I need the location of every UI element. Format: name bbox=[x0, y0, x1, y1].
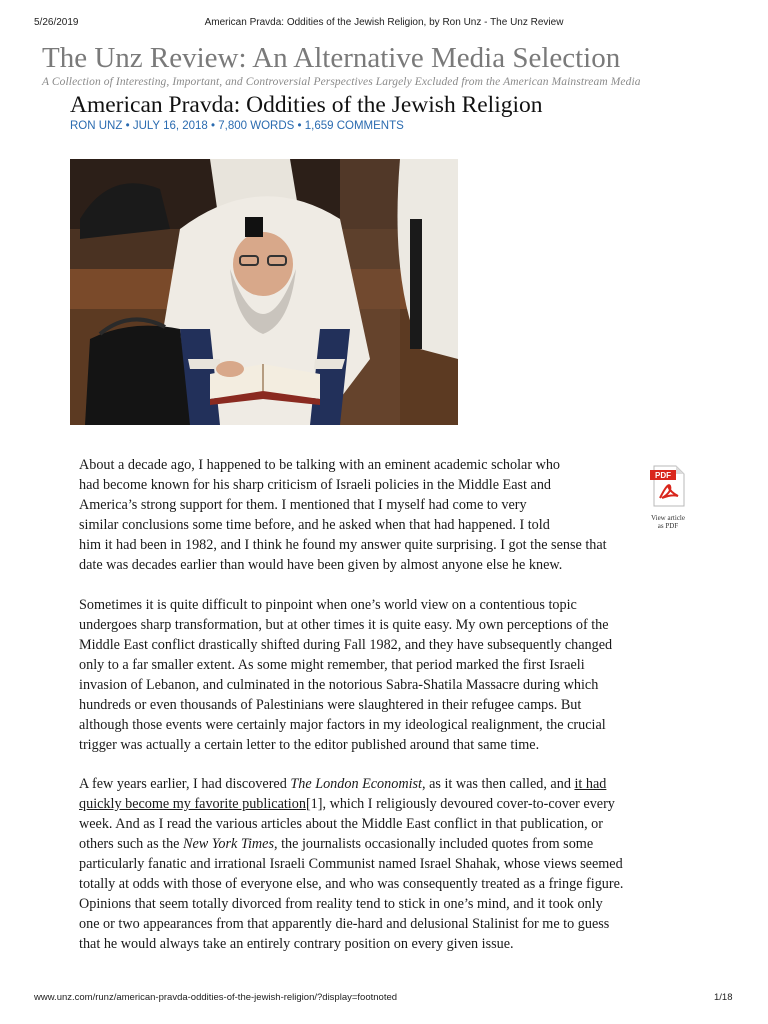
hero-illustration bbox=[70, 159, 458, 425]
print-doc-title: American Pravda: Oddities of the Jewish Religion, by Ron Unz - The Unz Review bbox=[204, 17, 564, 28]
paragraph-line: totally at odds with those of everyone else, and who was consequently treated as a fringe figure. bbox=[79, 876, 624, 892]
footer-page-number: 1/18 bbox=[714, 992, 733, 1003]
pdf-caption-line2: as PDF bbox=[657, 522, 679, 530]
print-date: 5/26/2019 bbox=[34, 17, 79, 28]
paragraph-line: date was decades earlier than would have been given by almost anyone else he knew. bbox=[79, 557, 563, 573]
text-run: A few years earlier, I had discovered bbox=[79, 776, 291, 792]
byline-author[interactable]: RON UNZ bbox=[70, 120, 123, 132]
site-title[interactable]: The Unz Review: An Alternative Media Selection bbox=[42, 42, 621, 74]
paragraph-line: Sometimes it is quite difficult to pinpoint when one’s world view on a contentious topic bbox=[79, 597, 577, 613]
byline-sep: • bbox=[294, 120, 305, 132]
pdf-caption-line1: View article bbox=[651, 514, 685, 522]
byline-comments[interactable]: 1,659 COMMENTS bbox=[304, 120, 404, 132]
paragraph-line: one or two appearances from that apparently die-hard and delusional Stalinist for me to guess bbox=[79, 916, 610, 932]
paragraph-line: Middle East conflict drastically shifted during Fall 1982, and they have subsequently changed bbox=[79, 637, 613, 653]
pdf-caption bbox=[644, 514, 692, 530]
paragraph-line: although those events were certainly major factors in my ideological realignment, the crucial bbox=[79, 717, 606, 733]
text-run: , the journalists occasionally included quotes from some bbox=[273, 836, 594, 852]
byline-words: 7,800 WORDS bbox=[218, 120, 295, 132]
byline-date: JULY 16, 2018 bbox=[132, 120, 208, 132]
inline-link[interactable]: quickly become my favorite publication bbox=[79, 796, 306, 812]
inline-link[interactable]: it had bbox=[574, 776, 607, 792]
site-tagline: A Collection of Interesting, Important, and Controversial Perspectives Largely Excluded from the American Mainstream Media bbox=[42, 76, 641, 88]
paragraph-line: trigger was actually a certain letter to the editor published around that same time. bbox=[79, 737, 540, 753]
paragraph-line: hundreds or even thousands of Palestinians were slaughtered in their refugee camps. But bbox=[79, 697, 582, 713]
paragraph-line bbox=[79, 834, 593, 854]
paragraph-line bbox=[79, 774, 606, 794]
paragraph-line: invasion of Lebanon, and culminated in the notorious Sabra-Shatila Massacre during which bbox=[79, 677, 599, 693]
footnote-link[interactable]: [1] bbox=[305, 796, 323, 812]
paragraph-line: Opinions that seem totally divorced from reality tend to stick in one’s mind, and it took only bbox=[79, 896, 603, 912]
paragraph-line bbox=[79, 794, 615, 814]
paragraph-line: that he would always take an entirely contrary position on every given issue. bbox=[79, 936, 514, 952]
paragraph-line: America’s strong support for them. I mentioned that I myself had come to very bbox=[79, 497, 527, 513]
publication-name: New York Times bbox=[183, 836, 274, 852]
pdf-download-link[interactable] bbox=[644, 464, 692, 530]
paragraph-line: similar conclusions some time before, and he asked when that had happened. I told bbox=[79, 517, 550, 533]
paragraph-line: undergoes sharp transformation, but at other times it is quite easy. My own perceptions of the bbox=[79, 617, 609, 633]
byline-sep: • bbox=[207, 120, 219, 132]
text-run: , which I religiously devoured cover-to-cover every bbox=[322, 796, 615, 812]
pdf-badge-text: PDF bbox=[655, 471, 671, 480]
byline bbox=[70, 120, 404, 132]
print-header bbox=[0, 17, 768, 33]
paragraph-line: him it had been in 1982, and I think he found my answer quite surprising. I got the sense that bbox=[79, 537, 607, 553]
publication-name: The London Economist bbox=[290, 776, 422, 792]
pdf-icon bbox=[648, 464, 688, 508]
paragraph-line: particularly fanatic and irrational Israeli Communist named Israel Shahak, whose views seemed bbox=[79, 856, 623, 872]
article-hero-image bbox=[70, 159, 458, 425]
paragraph-line: had become known for his sharp criticism of Israeli policies in the Middle East and bbox=[79, 477, 552, 493]
byline-sep: • bbox=[122, 120, 133, 132]
article-title: American Pravda: Oddities of the Jewish Religion bbox=[70, 92, 543, 118]
text-run: others such as the bbox=[79, 836, 184, 852]
paragraph-line: About a decade ago, I happened to be talking with an eminent academic scholar who bbox=[79, 457, 561, 473]
paragraph-line: week. And as I read the various articles about the Middle East conflict in that publication, or bbox=[79, 816, 603, 832]
footer-url: www.unz.com/runz/american-pravda-oddities-of-the-jewish-religion/?display=footnoted bbox=[34, 992, 398, 1003]
text-run: , as it was then called, and bbox=[422, 776, 575, 792]
paragraph-line: only to a far smaller extent. As some might remember, that period marked the first Israeli bbox=[79, 657, 585, 673]
